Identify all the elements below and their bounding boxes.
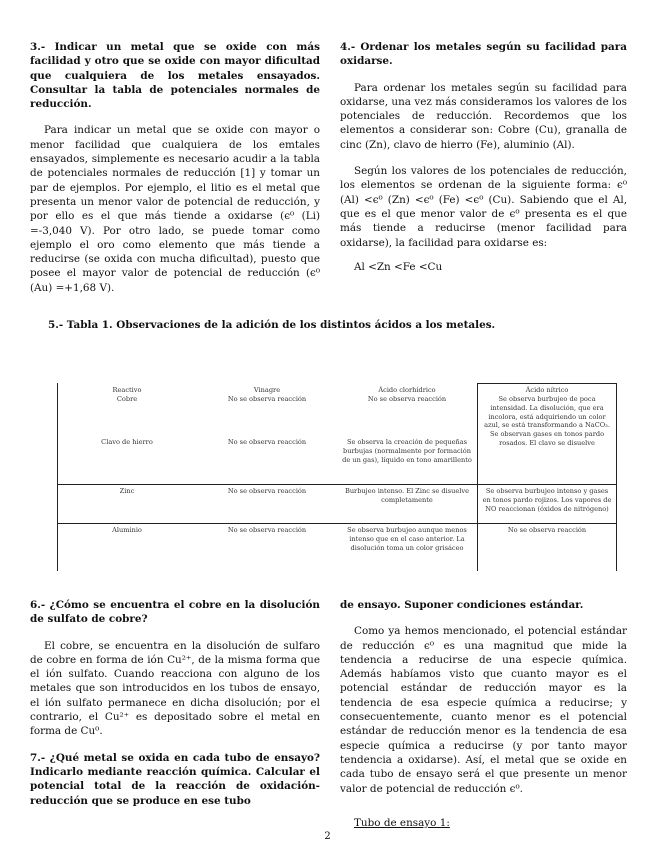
q3-heading: 3.- Indicar un metal que se oxide con más facilidad y otro que se oxide con mayor dificultad que cualquiera de los metales ensayados. Consultar la tabla de potenciales normales de reducción. [30,41,320,111]
q4-body-2: Según los valores de los potenciales de reducción, los elementos se ordenan de la siguiente forma: ϵ⁰ (Al) <ϵ⁰ (Zn) <ϵ⁰ (Fe) <ϵ⁰ (Cu). Sabiendo que el Al, que es el que menor valor de ϵ⁰ presenta es el que más tiende a reducirse (menor facilidad para oxidarse), la facilidad para oxidarse es: [340,165,627,249]
section-q4 [340,40,627,274]
table-rule [477,383,478,571]
section-q7 [340,598,627,830]
q4-body-1: Para ordenar los metales según su facilidad para oxidarse, una vez más consideramos los valores de los potenciales de reducción. Recordemos que los elementos a considerar son: Cobre (Cu), granalla de cinc (Zn), clavo de hierro (Fe), aluminio (Al). [340,81,627,151]
table-cell-zinc-hno3: Se observa burbujeo intenso y gases en tonos pardo rojizos. Los vapores de NO reaccionan (óxidos de nitrógeno) [482,487,612,513]
page-number: 2 [324,831,331,842]
table-cell-cobre: Cobre [116,395,138,403]
table-cell-hierro-hcl: Se observa la creación de pequeñas burbujas (normalmente por formación de un gas), líquido en tono amarillento [342,438,472,464]
q4-metal-order: Al <Zn <Fe <Cu [354,260,443,273]
table-cell-zinc-vinagre: No se observa reacción [227,487,307,495]
q6-body: El cobre, se encuentra en la disolución de sulfaro de cobre en forma de ión Cu²⁺, de la misma forma que el ión sulfato. Cuando reacciona con alguno de los metales que son introducidos en los tubos de ensayo, el ión sulfato permanece en dicha disolución; por el contrario, el Cu²⁺ es depositado sobre el metal en forma de Cu⁰. [30,639,320,738]
tube-1-label: Tubo de ensayo 1: [354,816,450,829]
table-cell-cobre-vinagre: No se observa reacción [227,395,307,403]
table-cell-hierro: Clavo de hierro [101,438,153,446]
section-q5-heading: 5.- Tabla 1. Observaciones de la adición de los distintos ácidos a los metales. [48,319,496,331]
table-cell-zinc-hcl: Burbujeo intenso. El Zinc se disuelve completamente [344,487,470,504]
table-rule [57,523,617,524]
table-cell-aluminio-hno3: No se observa reacción [507,526,587,534]
q7-heading-right: de ensayo. Suponer condiciones estándar. [340,599,584,611]
table-cell-zinc: Zinc [119,487,135,495]
section-q3 [30,40,320,295]
q7-body: Como ya hemos mencionado, el potencial estándar de reducción ϵ⁰ es una magnitud que mide la tendencia a reducirse de una especie química. Además habíamos visto que cuanto mayor es el potencial estándar de reducción mayor es la tendencia de esa especie química a reducirse; y consecuentemente, cuanto menor es el potencial estándar de reducción menor es la tendencia de esa especie química a reducirse (y por tanto mayor tendencia a oxidarse). Así, el metal que se oxide en cada tubo de ensayo será el que presente un menor valor de potencial de reducción ϵ⁰. [340,625,627,795]
table-cell-cobre-hno3: Se observa burbujeo de poca intensidad. La disolución, que era incolora, está adquiriendo un color azul, se está transformando a NaCO₃. Se observan gases en tonos pardo rosados. El clavo se disuelve [484,395,610,447]
table-header-vinagre: Vinagre [253,386,281,394]
table-header-hno3: Ácido nítrico [525,386,569,394]
table-rule [616,383,617,571]
table-rule [57,383,58,571]
q4-heading: 4.- Ordenar los metales según su facilidad para oxidarse. [340,41,627,68]
table-rule [477,383,617,384]
table-cell-aluminio: Aluminio [112,526,142,534]
section-q6 [30,598,320,808]
table-rule [57,484,617,485]
table-cell-hierro-vinagre: No se observa reacción [227,438,307,446]
table-header-reactivo: Reactivo [112,386,142,394]
table-cell-aluminio-hcl: Se observa burbujeo aunque menos intenso que en el caso anterior. La disolución toma un color grisáceo [347,526,467,552]
q7-heading-left: 7.- ¿Qué metal se oxida en cada tubo de ensayo? Indicarlo mediante reacción química. Calcular el potencial total de la reacción de oxidación-reducción que se produce en ese tubo [30,751,320,807]
observations-table [57,383,617,571]
table-header-hcl: Ácido clorhídrico [378,386,436,394]
table-cell-aluminio-vinagre: No se observa reacción [227,526,307,534]
table-cell-cobre-hcl: No se observa reacción [367,395,447,403]
q3-body: Para indicar un metal que se oxide con mayor o menor facilidad que cualquiera de los emtales ensayados, simplemente es necesario acudir a la tabla de potenciales normales de reducción [1] y tomar un par de ejemplos. Por ejemplo, el litio es el metal que presenta un menor valor de potencial de reducción, y por ello es el que más tiende a oxidarse (ϵ⁰ (Li) =-3,040 V). Por otro lado, se puede tomar como ejemplo el oro como elemento que más tiende a reducirse (se oxida con mucha dificultad), puesto que posee el mayor valor de potencial de reducción (ϵ⁰ (Au) =+1,68 V). [30,124,320,294]
q6-heading: 6.- ¿Cómo se encuentra el cobre en la disolución de sulfato de cobre? [30,599,320,626]
